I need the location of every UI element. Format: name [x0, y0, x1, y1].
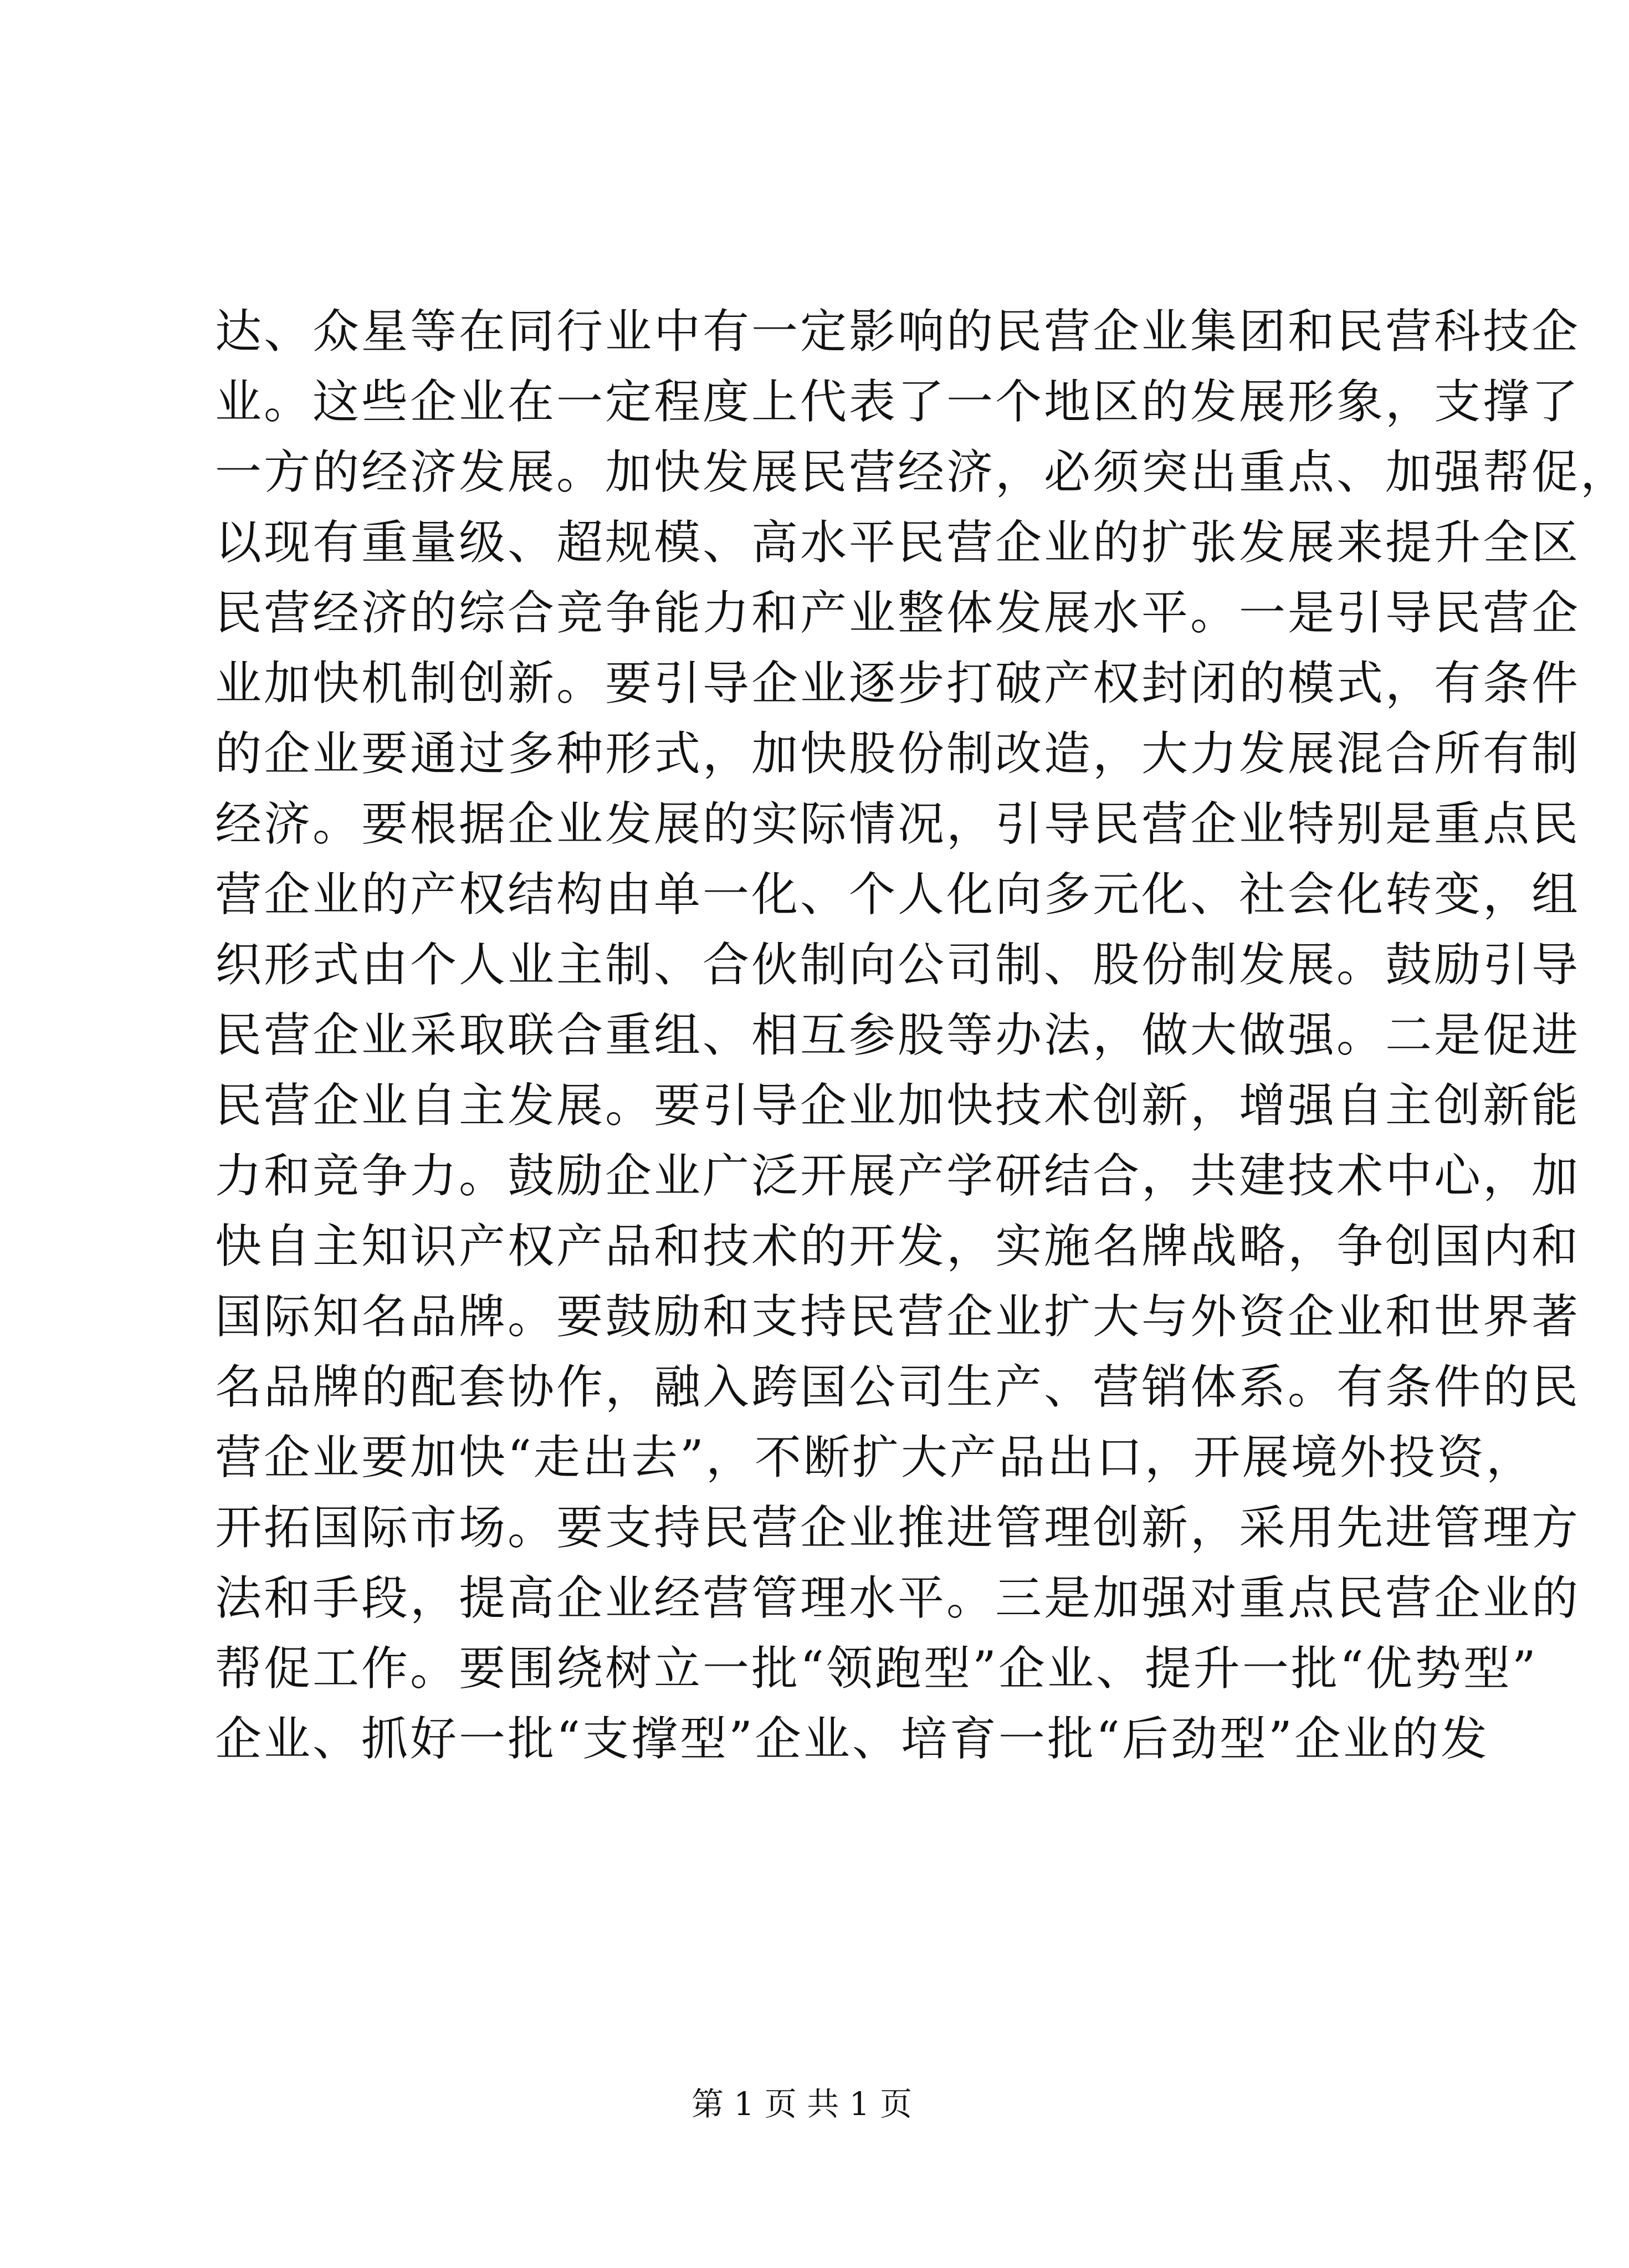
page-footer [0, 2082, 1604, 2126]
text-line: 民营经济的综合竞争能力和产业整体发展水平。一是引导民营企 [215, 586, 1581, 640]
body-paragraph [215, 296, 1629, 1774]
text-line: 一方的经济发展。加快发展民营经济，必须突出重点、加强帮促， [215, 445, 1629, 499]
text-line: 达、众星等在同行业中有一定影响的民营企业集团和民营科技企 [215, 304, 1581, 359]
text-line: 业。这些企业在一定程度上代表了一个地区的发展形象，支撑了 [215, 375, 1581, 429]
text-line: 企业、抓好一批“支撑型”企业、培育一批“后劲型”企业的发 [215, 1712, 1489, 1766]
text-line: 的企业要通过多种形式，加快股份制改造，大力发展混合所有制 [215, 726, 1581, 781]
text-line: 以现有重量级、超规模、高水平民营企业的扩张发展来提升全区 [215, 515, 1581, 570]
text-line: 法和手段，提高企业经营管理水平。三是加强对重点民营企业的 [215, 1571, 1581, 1625]
text-line: 开拓国际市场。要支持民营企业推进管理创新，采用先进管理方 [215, 1501, 1581, 1555]
text-line: 织形式由个人业主制、合伙制向公司制、股份制发展。鼓励引导 [215, 938, 1581, 992]
text-line: 民营企业自主发展。要引导企业加快技术创新，增强自主创新能 [215, 1078, 1581, 1133]
page-number-label: 第 1 页 共 1 页 [691, 2085, 912, 2123]
text-line: 帮促工作。要围绕树立一批“领跑型”企业、提升一批“优势型” [215, 1641, 1538, 1696]
text-line: 业加快机制创新。要引导企业逐步打破产权封闭的模式，有条件 [215, 656, 1581, 710]
text-line: 营企业要加快“走出去”，不断扩大产品出口，开展境外投资， [215, 1430, 1535, 1484]
text-line: 经济。要根据企业发展的实际情况，引导民营企业特别是重点民 [215, 797, 1581, 851]
text-line: 力和竞争力。鼓励企业广泛开展产学研结合，共建技术中心，加 [215, 1149, 1581, 1203]
text-line: 国际知名品牌。要鼓励和支持民营企业扩大与外资企业和世界著 [215, 1289, 1581, 1344]
text-line: 民营企业采取联合重组、相互参股等办法，做大做强。二是促进 [215, 1008, 1581, 1062]
text-line: 名品牌的配套协作，融入跨国公司生产、营销体系。有条件的民 [215, 1360, 1581, 1414]
text-line: 营企业的产权结构由单一化、个人化向多元化、社会化转变，组 [215, 867, 1581, 921]
text-line: 快自主知识产权产品和技术的开发，实施名牌战略，争创国内和 [215, 1219, 1581, 1273]
